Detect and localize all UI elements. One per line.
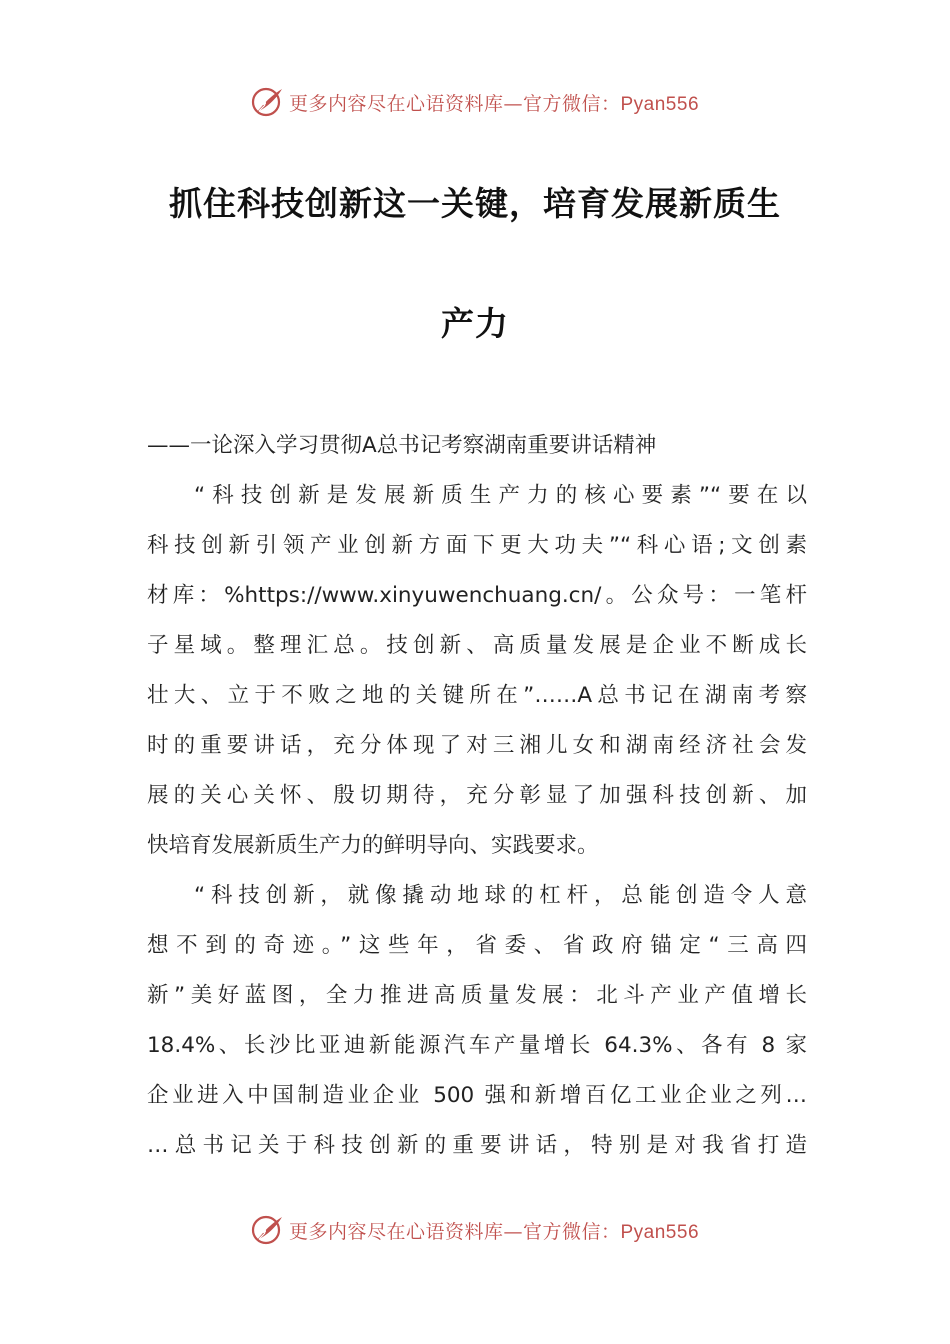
body-line: 展的关心关怀、殷切期待，充分彰显了加强科技创新、加 — [147, 783, 807, 808]
footer-banner — [0, 1210, 950, 1250]
body-line: 新”美好蓝图，全力推进高质量发展：北斗产业产值增长 — [147, 983, 807, 1008]
body-line: “科技创新，就像撬动地球的杠杆，总能创造令人意 — [194, 883, 807, 908]
body-line: 科技创新引领产业创新方面下更大功夫”“科心语;文创素 — [147, 533, 807, 558]
banner-wechat: 官方微信：Pyan556 — [523, 1221, 700, 1243]
body-line: “科技创新是发展新质生产力的核心要素”“要在以 — [194, 483, 807, 508]
banner-text: 更多内容尽在心语资料库—官方微信：Pyan556 — [288, 1220, 700, 1243]
body-line: …总书记关于科技创新的重要讲话，特别是对我省打造 — [147, 1133, 807, 1158]
header-banner — [0, 82, 950, 122]
body-line: 18.4%、长沙比亚迪新能源汽车产量增长 64.3%、各有 8 家 — [147, 1033, 807, 1058]
banner-text: 更多内容尽在心语资料库—官方微信：Pyan556 — [288, 92, 700, 115]
quill-logo-icon — [251, 85, 285, 119]
body-line: 时的重要讲话，充分体现了对三湘儿女和湖南经济社会发 — [147, 733, 807, 758]
body-line: 想不到的奇迹。”这些年，省委、省政府锚定“三高四 — [147, 933, 807, 958]
body-line: ——一论深入学习贯彻A总书记考察湖南重要讲话精神 — [147, 433, 657, 458]
quill-logo-icon — [251, 1213, 285, 1247]
body-line: 壮大、立于不败之地的关键所在”……A总书记在湖南考察 — [147, 683, 807, 708]
body-line: 企业进入中国制造业企业 500 强和新增百亿工业企业之列… — [147, 1083, 807, 1108]
document-title-line-1: 抓住科技创新这一关键，培育发展新质生 — [169, 184, 781, 223]
document-title-line-2: 产力 — [441, 304, 509, 343]
body-line: 快培育发展新质生产力的鲜明导向、实践要求。 — [147, 833, 599, 858]
banner-wechat: 官方微信：Pyan556 — [523, 93, 700, 115]
body-line: 子星域。整理汇总。技创新、高质量发展是企业不断成长 — [147, 633, 807, 658]
body-line: 材库：%https://www.xinyuwenchuang.cn/。公众号：一笔杆 — [147, 583, 807, 608]
